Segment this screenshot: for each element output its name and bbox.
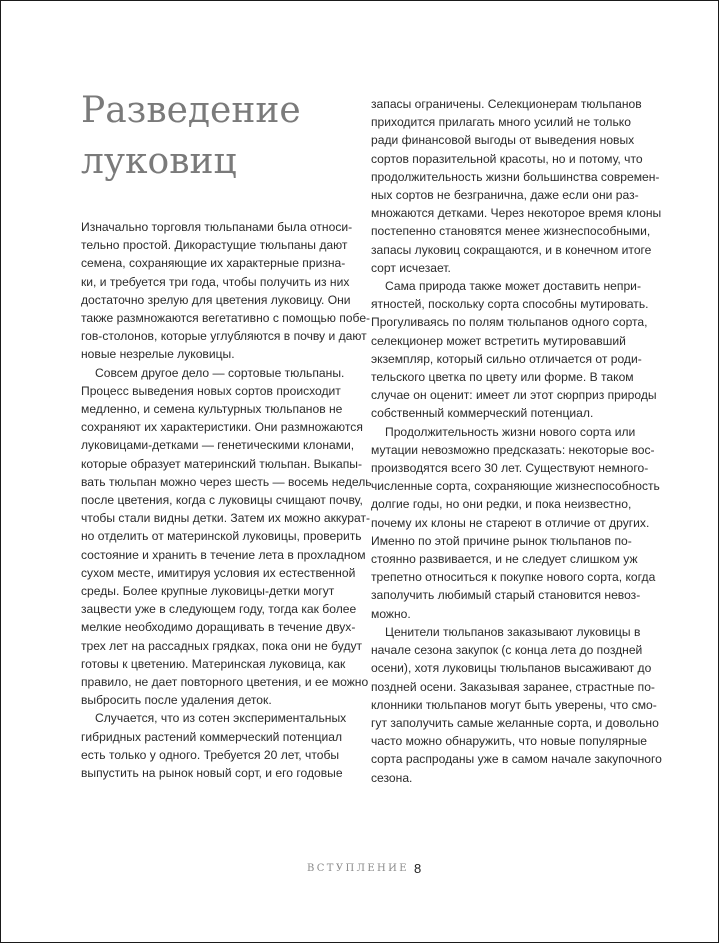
text-line: сорта распроданы уже в самом начале закупочного — [371, 752, 662, 767]
text-line: ради финансовой выгоды от выведения новых — [371, 133, 635, 148]
text-line: сорт исчезает. — [371, 260, 451, 275]
text-line: начале сезона закупок (с конца лета до поздней — [371, 643, 643, 658]
text-line: множаются детками. Через некоторое время клоны — [371, 206, 662, 221]
text-line: запасы луковиц сокращаются, и в конечном итоге — [371, 242, 652, 257]
page-title — [81, 85, 351, 187]
text-line: есть только у одного. Требуется 20 лет, чтобы — [81, 747, 340, 762]
text-line: трепетно относиться к покупке нового сорта, когда — [371, 570, 656, 585]
text-line: зацвести уже в следующем году, тогда как более — [81, 602, 357, 617]
text-line: Прогуливаясь по полям тюльпанов одного сорта, — [371, 315, 648, 330]
text-line: Изначально торговля тюльпанами была относи- — [81, 220, 353, 234]
page-title-line-2: луковиц — [81, 141, 237, 182]
text-line: вать тюльпан можно через шесть — восемь недель — [81, 474, 372, 489]
text-line: производятся всего 30 лет. Существуют немного- — [371, 461, 649, 476]
text-line: трех лет на рассадных грядках, пока они не будут — [81, 638, 363, 653]
page-number: 8 — [414, 861, 422, 876]
text-line: луковицами-детками — генетическими клонами, — [81, 438, 355, 453]
text-line: ятностей, поскольку сорта способны мутировать. — [371, 297, 649, 312]
text-line: Ценители тюльпанов заказывают луковицы в — [385, 624, 641, 639]
text-line: Продолжительность жизни нового сорта или — [385, 424, 636, 439]
text-line: заполучить любимый старый становится невоз- — [371, 588, 641, 603]
text-column-left — [81, 218, 371, 782]
text-line: продолжительность жизни большинства современ- — [371, 169, 660, 184]
text-line: Процесс выведения новых сортов происходит — [81, 383, 341, 398]
text-line: приходится прилагать много усилий не только — [371, 115, 631, 130]
text-line: численные сорта, сохраняющие жизнеспособность — [371, 479, 660, 494]
text-line: но отделить от материнской луковицы, проверить — [81, 529, 362, 544]
text-line: запасы ограничены. Селекционерам тюльпанов — [371, 97, 642, 111]
text-line: поздней осени. Заказывая заранее, страстные по- — [371, 679, 655, 694]
text-line: достаточно зрелую для цветения луковицу. Они — [81, 292, 351, 307]
text-line: случае он оценит: имеет ли этот сюрприз природы — [371, 388, 657, 403]
text-line: сортов поразительной красоты, но и потому, что — [371, 151, 643, 166]
text-line: экземпляр, который сильно отличается от роди- — [371, 351, 642, 366]
text-line: Совсем другое дело — сортовые тюльпаны. — [95, 365, 345, 380]
text-line: можно. — [371, 606, 411, 621]
text-line: медленно, и семена культурных тюльпанов не — [81, 402, 343, 417]
text-line: Случается, что из сотен экспериментальных — [95, 711, 347, 726]
text-line: собственный коммерческий потенциал. — [371, 406, 594, 421]
text-line: селекционер может встретить мутировавший — [371, 333, 626, 348]
text-line: гибридных растений коммерческий потенциал — [81, 729, 343, 744]
text-column-right — [371, 95, 661, 787]
text-line: почему их клоны не стареют в отличие от других. — [371, 515, 650, 530]
text-line: выбросить после удаления деток. — [81, 693, 272, 708]
text-line: тельно простой. Дикорастущие тюльпаны дают — [81, 238, 348, 253]
text-line: Именно по этой причине рынок тюльпанов по- — [371, 533, 632, 548]
text-line: постепенно становятся менее жизнеспособными, — [371, 224, 651, 239]
text-line: которые образует материнский тюльпан. Выкапы- — [81, 456, 362, 471]
text-line: клонники тюльпанов могут быть уверены, что смо- — [371, 697, 657, 712]
text-line: новые незрелые луковицы. — [81, 347, 235, 362]
text-line: после цветения, когда с луковицы счищают почву, — [81, 493, 363, 508]
section-name: ВСТУПЛЕНИЕ — [307, 863, 410, 874]
text-line: семена, сохраняющие их характерные призна- — [81, 256, 346, 271]
text-line: мелкие необходимо доращивать в течение двух- — [81, 620, 356, 635]
text-line: мутации невозможно предсказать: некоторые вос- — [371, 442, 655, 457]
text-line: также размножаются вегетативно с помощью побе- — [81, 311, 371, 326]
page-title-line-1: Разведение — [81, 90, 301, 131]
text-line: Сама природа также может доставить непри- — [385, 279, 641, 294]
text-line: осени), хотя луковицы тюльпанов высаживают до — [371, 661, 652, 676]
text-line: сухом месте, имитируя условия их естественной — [81, 565, 356, 580]
text-line: среды. Более крупные луковицы-детки могут — [81, 584, 335, 599]
text-line: правило, не дает повторного цветения, и ее можно — [81, 675, 369, 690]
text-line: сохраняют их характеристики. Они размножаются — [81, 420, 363, 435]
text-line: выпустить на рынок новый сорт, и его годовые — [81, 766, 343, 781]
text-line: готовы к цветению. Материнская луковица, как — [81, 656, 346, 671]
text-line: состояние и хранить в течение лета в прохладном — [81, 547, 366, 562]
text-line: долгие годы, но они редки, и пока неизвестно, — [371, 497, 632, 512]
text-line: тельского цветка по цвету или форме. В таком — [371, 370, 634, 385]
text-line: стоянно развивается, и не следует слишком уж — [371, 552, 638, 567]
text-line: гут заполучить самые желанные сорта, и довольно — [371, 715, 659, 730]
text-line: гов-столонов, которые углубляются в почву и дают — [81, 329, 367, 344]
text-line: ки, и требуется три года, чтобы получить из них — [81, 274, 350, 289]
text-line: часто можно обнаружить, что новые популярные — [371, 734, 647, 749]
text-line: чтобы стали видны детки. Затем их можно аккурат- — [81, 511, 371, 526]
text-line: ных сортов не безгранична, даже если они раз- — [371, 188, 639, 203]
text-line: сезона. — [371, 770, 413, 785]
